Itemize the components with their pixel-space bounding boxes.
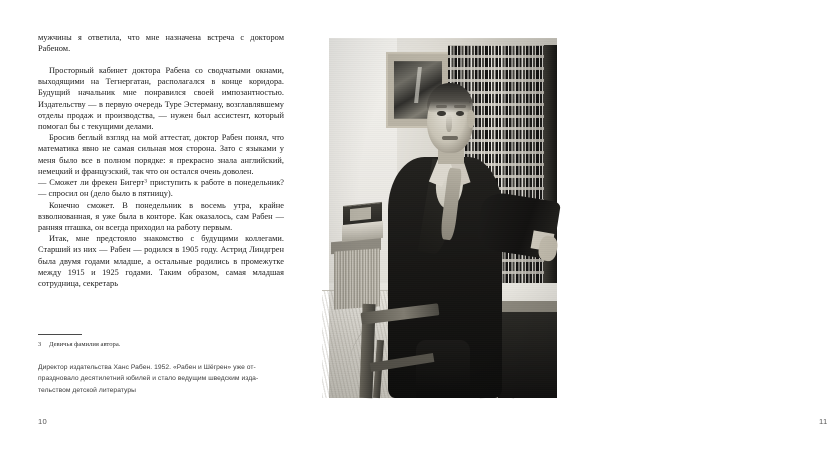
footnote-text: Девичья фамилия автора.	[49, 340, 121, 348]
dialogue-part-2: приступить к работе в понедельник? — спросил он (дело было в пятницу).	[38, 178, 285, 199]
photo-side-table-body	[334, 249, 380, 310]
photo-desk	[498, 312, 557, 398]
photo-man-mouth	[442, 136, 458, 140]
footnote-marker: 3	[38, 340, 42, 348]
footnote-reference: 3	[144, 178, 148, 185]
right-page	[300, 0, 827, 462]
photo-man-leg	[416, 340, 471, 398]
page-number-left: 10	[38, 417, 48, 426]
body-text-column	[38, 32, 284, 289]
photo-stacked-book-label	[350, 207, 371, 221]
paragraph: Бросив беглый взгляд на мой аттестат, доктор Рабен понял, что математика явно не самая сильная моя сторона. Зато с языками у меня было все в полном порядке: я прекрасно знала английский, немецкий и французский, так что он остался очень доволен.	[38, 133, 284, 176]
photo-man-eyebrow-left	[436, 105, 447, 108]
photo-caption: Директор издательства Ханс Рабен. 1952. «Рабен и Шёгрен» уже отпраздновало десятилетний юбилей и стало ведущим шведским издательством детской литературы	[38, 364, 259, 394]
footnote-row	[38, 340, 284, 349]
photograph	[329, 38, 557, 398]
dialogue-part-1: — Сможет ли фрекен Бигерт	[38, 178, 145, 188]
paragraph: Итак, мне предстояло знакомство с будущими коллегами. Старший из них — Рабен — родился в 1905 году. Астрид Линдгрен была двумя годами младше, а остальные родились в промежутке между 1915 и 1925 годами. Таким образом, самая младшая сотрудница, секретарь	[38, 234, 284, 289]
photo-man-eyebrow-right	[454, 105, 465, 108]
paragraph: Конечно сможет. В понедельник в восемь утра, крайне взволнованная, я уже была в конторе. Как оказалось, сам Рабен — ранняя пташка, он всегда приходил на работу первым.	[38, 200, 284, 232]
paragraph: Просторный кабинет доктора Рабена со сводчатыми окнами, выходящими на Тегнергатан, располагался в конце коридора. Будущий начальник мне понравился своей импозантностью. Издательству — в первую очередь Туре Эстерману, возглавлявшему отделы продаж и производства, — нужен был ассистент, который помогал бы с текущими делами.	[38, 65, 284, 132]
left-page	[0, 0, 300, 462]
page-number-right: 11	[819, 417, 827, 426]
footnote-separator-rule	[38, 334, 82, 335]
paragraph-dialogue	[38, 177, 284, 199]
footnote-block	[38, 334, 284, 349]
paragraph-continuation: мужчины я ответила, что мне назначена встреча с доктором Рабеном.	[38, 33, 284, 54]
photo-man-nose	[446, 114, 452, 132]
photo-desk-edge	[498, 301, 557, 312]
